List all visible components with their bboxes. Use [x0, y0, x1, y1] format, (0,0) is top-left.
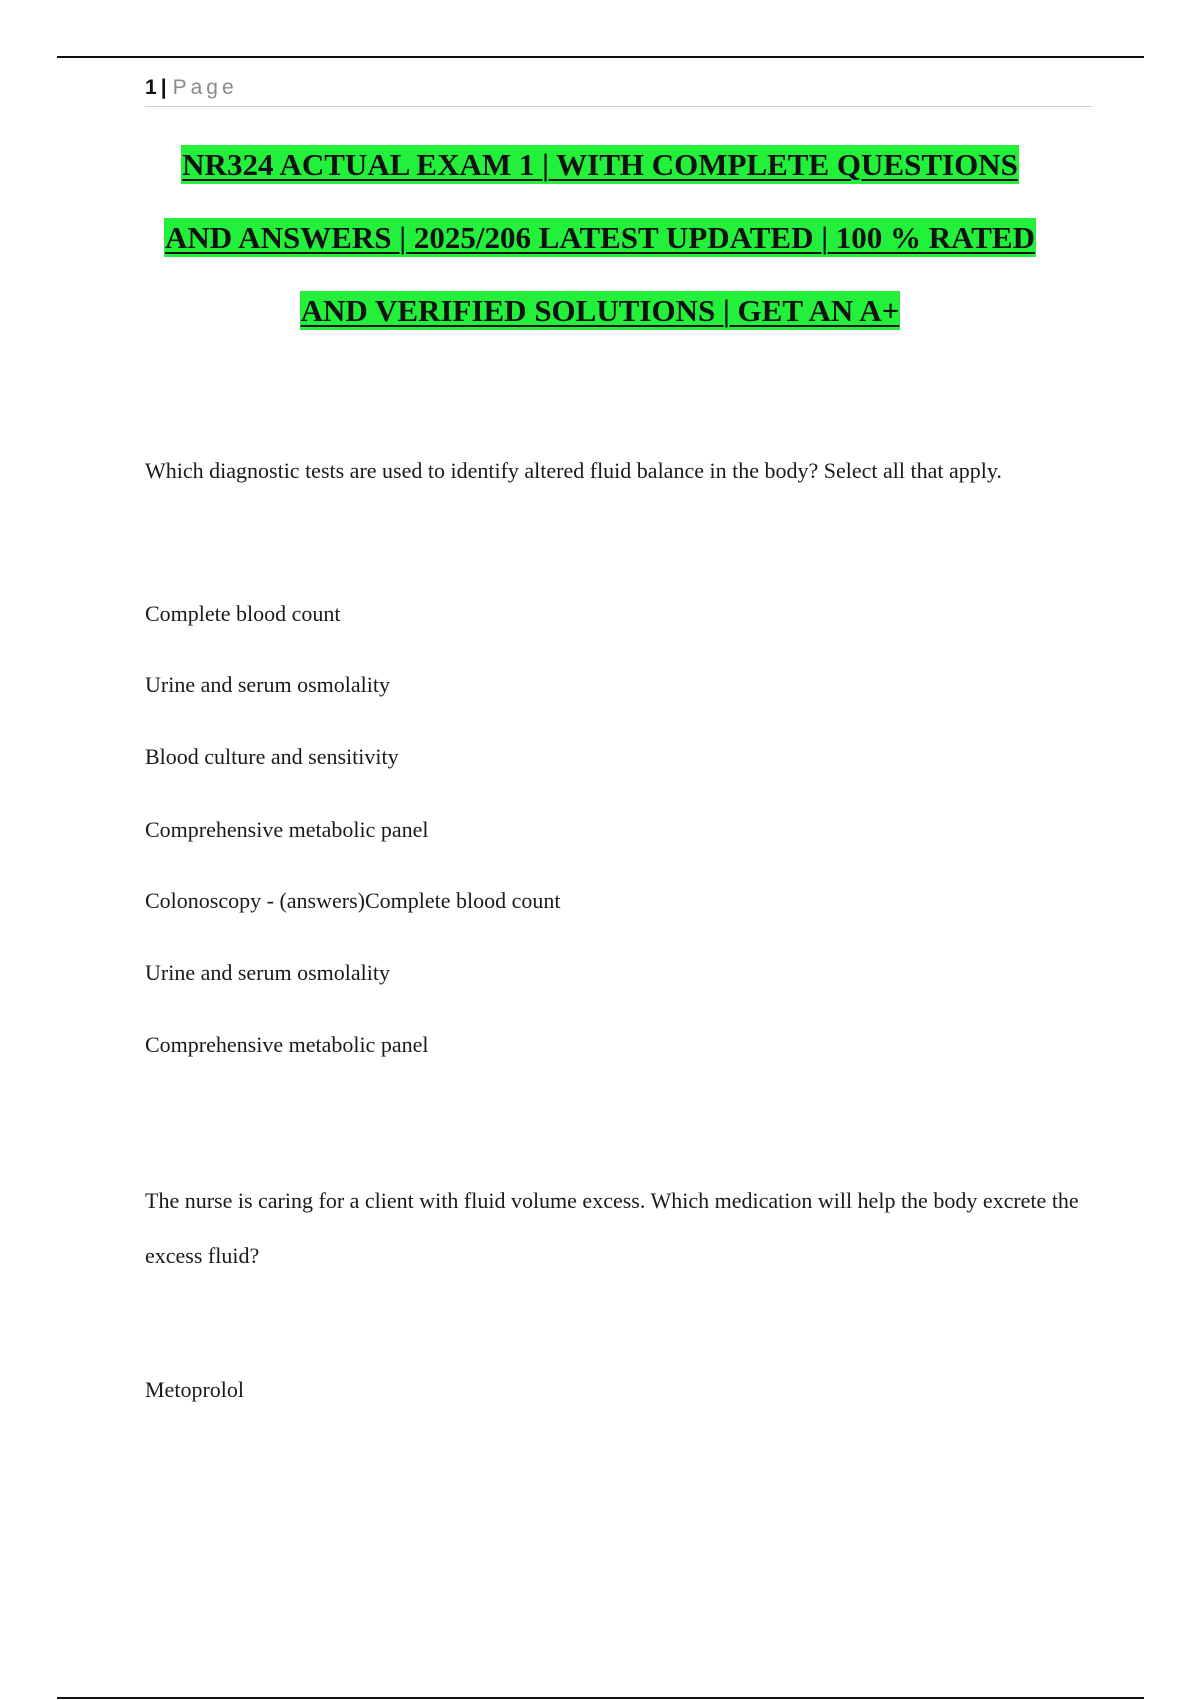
question-2-text: The nurse is caring for a client with fluid volume excess. Which medication will help the body excrete the excess fluid?	[145, 1188, 1079, 1268]
title-line-1	[100, 140, 1100, 213]
title-line-2	[100, 213, 1100, 286]
page-number: 1	[145, 76, 157, 99]
question-1-option: Urine and serum osmolality	[145, 672, 391, 697]
question-1-option: Comprehensive metabolic panel	[145, 1032, 429, 1057]
title-line-1-text: NR324 ACTUAL EXAM 1 | WITH COMPLETE QUESTIONS	[182, 147, 1018, 182]
bottom-rule	[57, 1697, 1144, 1699]
question-1-option: Blood culture and sensitivity	[145, 744, 399, 769]
title-line-3	[100, 286, 1100, 359]
top-rule	[57, 56, 1144, 58]
question-1-answer: Colonoscopy - (answers)Complete blood count	[145, 888, 561, 913]
question-1-option: Comprehensive metabolic panel	[145, 817, 429, 842]
page-label: Page	[172, 76, 238, 99]
document-title	[100, 140, 1100, 359]
question-1-option: Urine and serum osmolality	[145, 960, 391, 985]
question-1-text: Which diagnostic tests are used to identify altered fluid balance in the body? Select all that apply.	[145, 458, 1002, 483]
title-line-2-text: AND ANSWERS | 2025/206 LATEST UPDATED | 100 % RATED	[164, 220, 1035, 255]
question-1-option: Complete blood count	[145, 601, 341, 626]
title-line-3-text: AND VERIFIED SOLUTIONS | GET AN A+	[300, 293, 900, 328]
page-separator: |	[160, 76, 167, 99]
page-header	[145, 72, 1092, 107]
question-2-option: Metoprolol	[145, 1377, 244, 1402]
